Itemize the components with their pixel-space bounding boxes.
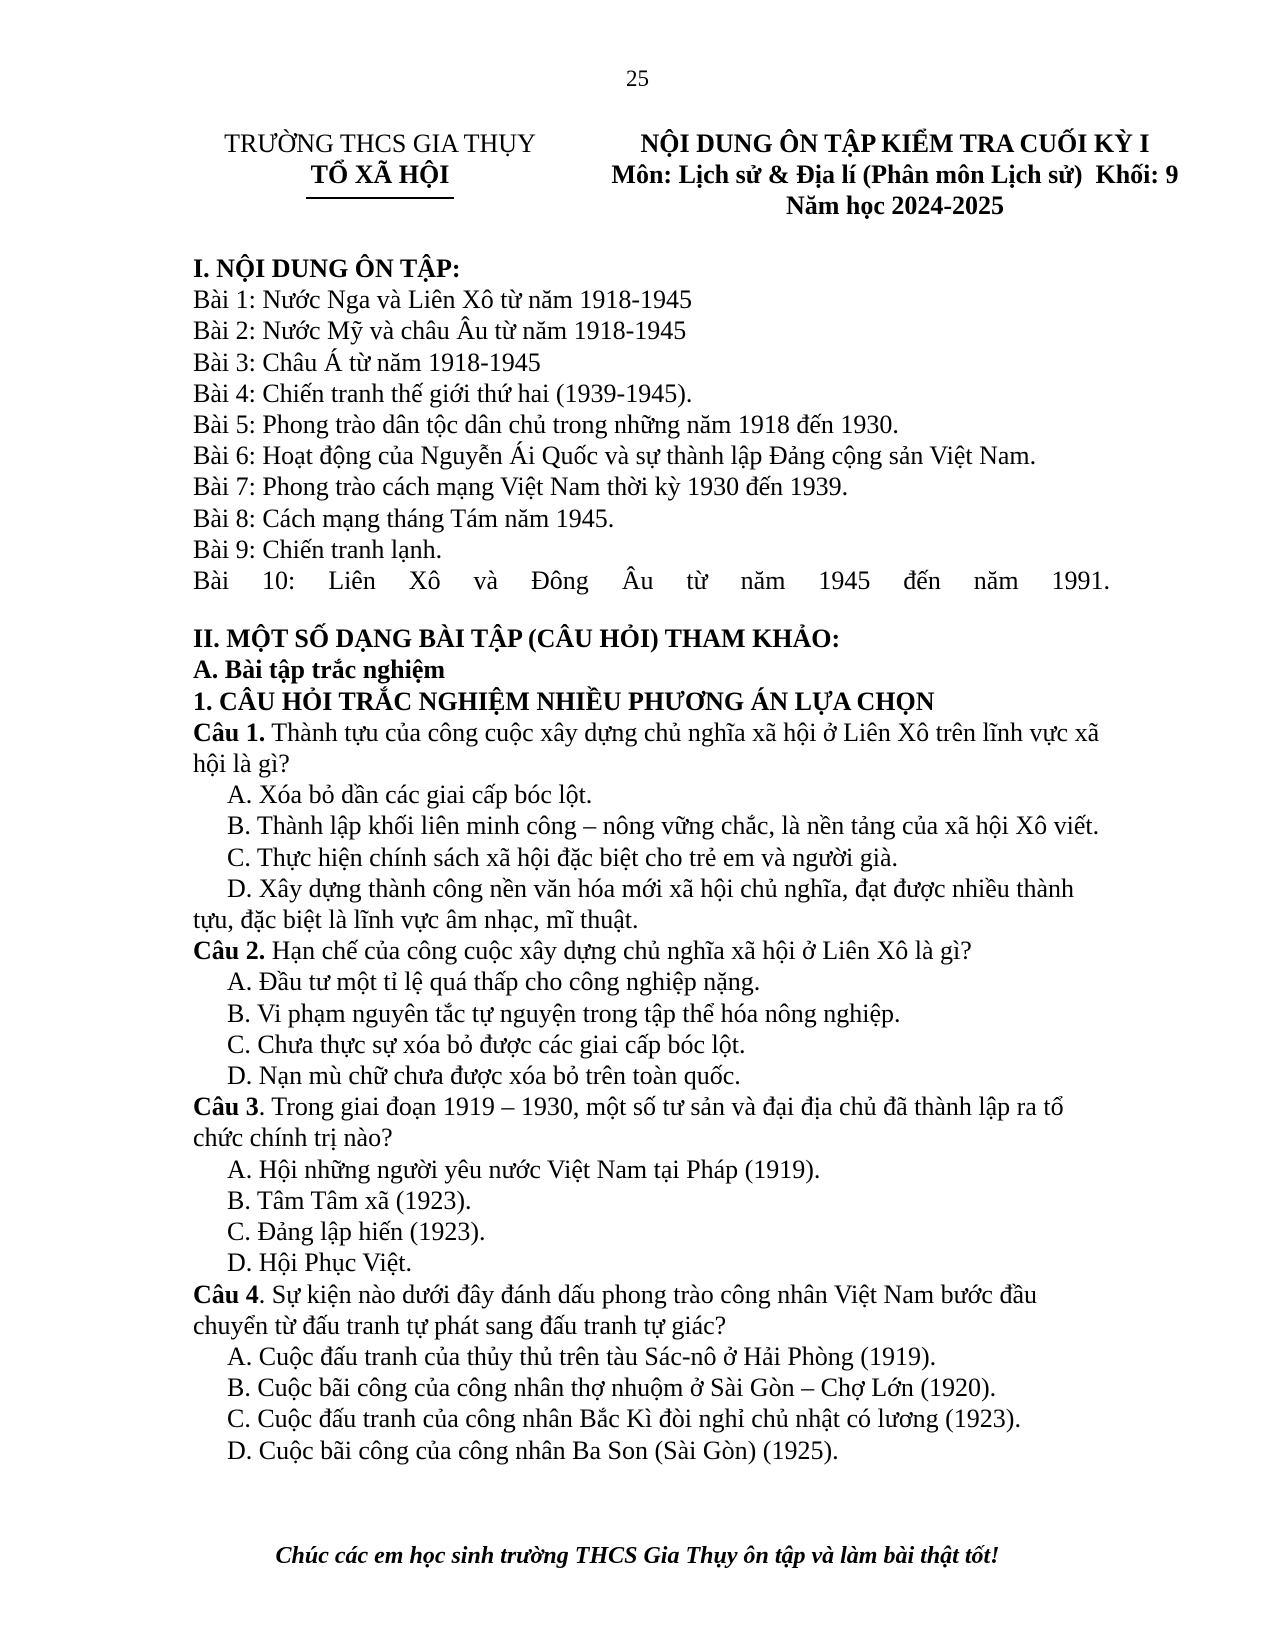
department-name: TỔ XÃ HỘI	[310, 160, 450, 189]
answer-option: A. Đầu tư một tỉ lệ quá thấp cho công nghiệp nặng.	[227, 967, 761, 997]
lesson-item: Bài 9: Chiến tranh lạnh.	[193, 534, 443, 564]
answer-option: B. Cuộc bãi công của công nhân thợ nhuộm ở Sài Gòn – Chợ Lớn (1920).	[227, 1373, 997, 1403]
subheading-1: 1. CÂU HỎI TRẮC NGHIỆM NHIỀU PHƯƠNG ÁN LỰA CHỌN	[193, 686, 935, 716]
lesson-item: Bài 8: Cách mạng tháng Tám năm 1945.	[193, 503, 615, 533]
question-text: Thành tựu của công cuộc xây dựng chủ nghĩa xã hội ở Liên Xô trên lĩnh vực xã hội là gì?	[193, 717, 1100, 779]
answer-option: B. Tâm Tâm xã (1923).	[227, 1185, 472, 1215]
school-name: TRƯỜNG THCS GIA THỤY	[224, 129, 536, 158]
header-underline	[306, 197, 454, 199]
section2-heading: II. MỘT SỐ DẠNG BÀI TẬP (CÂU HỎI) THAM KHẢO:	[193, 624, 841, 654]
answer-option: D. Nạn mù chữ chưa được xóa bỏ trên toàn quốc.	[227, 1061, 741, 1091]
page-number: 25	[626, 66, 649, 91]
answer-option: C. Thực hiện chính sách xã hội đặc biệt cho trẻ em và người già.	[227, 842, 899, 872]
main-content	[193, 253, 1110, 1466]
document-title: NỘI DUNG ÔN TẬP KIỂM TRA CUỐI KỲ I	[640, 129, 1150, 158]
school-year: Năm học 2024-2025	[785, 191, 1005, 220]
answer-option: D. Xây dựng thành công nền văn hóa mới xã hội chủ nghĩa, đạt được nhiều thành tựu, đặc biệt là lĩnh vực âm nhạc, mĩ thuật.	[193, 873, 1075, 935]
lesson-item: Bài 6: Hoạt động của Nguyễn Ái Quốc và sự thành lập Đảng cộng sản Việt Nam.	[193, 441, 1037, 471]
question-text: . Trong giai đoạn 1919 – 1930, một số tư sản và đại địa chủ đã thành lập ra tổ chức chính trị nào?	[193, 1092, 1064, 1153]
lesson-item: Bài 4: Chiến tranh thế giới thứ hai (1939-1945).	[193, 378, 693, 408]
answer-option: D. Cuộc bãi công của công nhân Ba Son (Sài Gòn) (1925).	[227, 1435, 839, 1465]
answer-option: C. Cuộc đấu tranh của công nhân Bắc Kì đòi nghỉ chủ nhật có lương (1923).	[227, 1404, 1021, 1434]
question-4	[193, 1279, 1110, 1341]
question-label: Câu 2.	[193, 936, 266, 966]
lesson-item: Bài 5: Phong trào dân tộc dân chủ trong những năm 1918 đến 1930.	[193, 410, 899, 440]
header-right	[565, 128, 1225, 221]
question-label: Câu 4	[193, 1279, 259, 1309]
question-1	[193, 717, 1110, 779]
lesson-item: Bài 3: Châu Á từ năm 1918-1945	[193, 347, 541, 377]
answer-option: A. Hội những người yêu nước Việt Nam tại Pháp (1919).	[227, 1154, 821, 1184]
lesson-item: Bài 2: Nước Mỹ và châu Âu từ năm 1918-1945	[193, 316, 687, 346]
lesson-item: Bài 10: Liên Xô và Đông Âu từ năm 1945 đến năm 1991.	[193, 566, 1110, 596]
question-label: Câu 1.	[193, 717, 266, 747]
answer-option: C. Đảng lập hiến (1923).	[227, 1217, 486, 1247]
question-text: . Sự kiện nào dưới đây đánh dấu phong trào công nhân Việt Nam bước đầu chuyển từ đấu tranh tự phát sang đấu tranh tự giác?	[193, 1279, 1037, 1340]
lesson-item: Bài 7: Phong trào cách mạng Việt Nam thời kỳ 1930 đến 1939.	[193, 472, 849, 502]
answer-option: A. Cuộc đấu tranh của thủy thủ trên tàu Sác-nô ở Hải Phòng (1919).	[227, 1341, 937, 1371]
question-2	[193, 935, 1110, 966]
section-gap	[193, 596, 1110, 623]
header-left	[195, 128, 565, 199]
answer-option: A. Xóa bỏ dần các giai cấp bóc lột.	[227, 780, 593, 810]
lesson-item: Bài 1: Nước Nga và Liên Xô từ năm 1918-1945	[193, 285, 693, 315]
question-label: Câu 3	[193, 1092, 259, 1122]
subject-line: Môn: Lịch sử & Địa lí (Phân môn Lịch sử) Khối: 9	[611, 160, 1179, 189]
footer-message: Chúc các em học sinh trường THCS Gia Thụy ôn tập và làm bài thật tốt!	[275, 1543, 1000, 1569]
subheading-a: A. Bài tập trắc nghiệm	[193, 655, 446, 685]
question-text: Hạn chế của công cuộc xây dựng chủ nghĩa xã hội ở Liên Xô là gì?	[271, 936, 972, 966]
section1-heading: I. NỘI DUNG ÔN TẬP:	[193, 254, 461, 283]
answer-option: C. Chưa thực sự xóa bỏ được các giai cấp bóc lột.	[227, 1029, 746, 1059]
question-3	[193, 1091, 1110, 1153]
answer-option: B. Vi phạm nguyên tắc tự nguyện trong tập thể hóa nông nghiệp.	[227, 998, 901, 1028]
answer-option: D. Hội Phục Việt.	[227, 1248, 413, 1278]
answer-option: B. Thành lập khối liên minh công – nông vững chắc, là nền tảng của xã hội Xô viết.	[227, 811, 1100, 841]
